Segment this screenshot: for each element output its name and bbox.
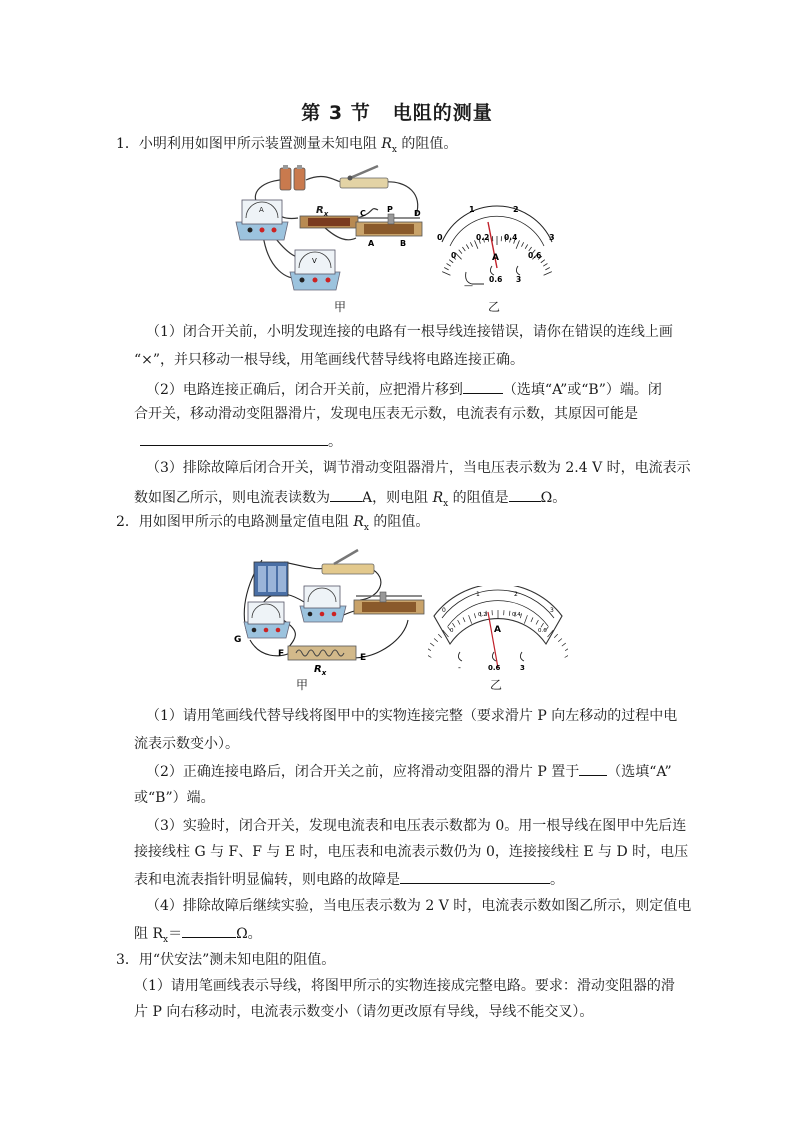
svg-text:3: 3	[516, 275, 522, 284]
ammeter-icon	[236, 200, 288, 240]
svg-text:1: 1	[476, 591, 480, 598]
q3-part1-line2: 片 P 向右移动时，电流表示数变小（请勿更改原有导线，导线不能交叉）。	[134, 1004, 594, 1020]
ammeter-icon	[244, 602, 290, 638]
q1-stem: 1．小明利用如图甲所示装置测量未知电阻 $R_x$ 的阻值。	[116, 136, 458, 155]
q1-part3-line1: （3）排除故障后闭合开关，调节滑动变阻器滑片，当电压表示数为 2.4 V 时，电流表示	[146, 460, 691, 476]
dial-tick	[449, 260, 453, 263]
blank-q2-4[interactable]	[182, 922, 236, 938]
q1-part2-line2: 合开关，移动滑动变阻器滑片，发现电压表无示数，电流表有示数，其原因可能是	[134, 406, 638, 422]
q1-part2-line1: （2）电路连接正确后，闭合开关前，应把滑片移到 （选填“A”或“B”）端。闭	[146, 378, 662, 400]
svg-text:E: E	[360, 653, 367, 663]
blank-q2-2[interactable]	[579, 760, 607, 776]
q2-stem: 2．用如图甲所示的电路测量定值电阻 $R_x$ 的阻值。	[116, 514, 430, 533]
section-number: 第 3 节	[301, 102, 371, 124]
svg-text:3: 3	[520, 664, 525, 672]
svg-text:F: F	[278, 649, 285, 659]
dial-tick	[466, 244, 469, 248]
dial-tick	[428, 653, 431, 658]
dial-tick	[428, 648, 431, 651]
svg-text:0: 0	[451, 251, 457, 260]
q2-part3-line2: 接接线柱 G 与 F、F 与 E 时，电压表和电流表示数仍为 0，连接接线柱 E 与 D 时，电压	[134, 844, 689, 860]
dial-tick	[438, 634, 441, 638]
svg-text:0: 0	[442, 607, 446, 614]
dial-tick	[565, 648, 568, 651]
blank-q1-2b[interactable]	[140, 430, 328, 446]
q1-caption-jia: 甲	[333, 300, 346, 314]
svg-text:0.2: 0.2	[476, 233, 490, 242]
q2-part4-line2: 阻 $R_x= \Omega$。	[134, 922, 262, 950]
dial-tick	[462, 247, 465, 251]
q3-part1-line1: （1）请用笔画线表示导线，将图甲所示的实物连接成完整电路。要求：滑动变阻器的滑	[134, 978, 675, 994]
svg-text:2: 2	[514, 591, 518, 598]
section-name: 电阻的测量	[392, 102, 493, 124]
svg-text:A: A	[259, 206, 264, 214]
q1-figure-jia	[228, 160, 428, 300]
dial-tick	[442, 272, 450, 276]
svg-text:D: D	[414, 209, 421, 218]
dial-tick	[545, 267, 549, 269]
voltmeter-icon	[290, 250, 340, 290]
q1-figure-yi-dial	[432, 200, 562, 296]
svg-text:0.6: 0.6	[528, 251, 542, 260]
svg-text:0.6: 0.6	[538, 628, 547, 634]
dial-tick	[558, 638, 562, 641]
resistor-rx	[288, 646, 356, 677]
dial-tick	[544, 272, 552, 276]
q1-part3-line2: 数如图乙所示，则电流表读数为 A，则电阻 $R_x$ 的阻值是 Ω。	[134, 486, 566, 514]
dial-tick	[430, 643, 434, 646]
svg-text:3: 3	[549, 233, 555, 242]
voltmeter-icon	[300, 586, 346, 622]
battery-icon	[280, 165, 305, 190]
svg-text:C: C	[360, 209, 366, 218]
dial-tick	[470, 242, 472, 246]
svg-text:1: 1	[469, 205, 475, 214]
dial-tick	[444, 267, 448, 269]
svg-text:—: —	[464, 281, 473, 291]
q2-part3-line3: 表和电流表指针明显偏转，则电路的故障是 。	[134, 868, 564, 890]
dial-tick	[434, 638, 438, 641]
svg-text:0.4: 0.4	[504, 233, 518, 242]
page-title	[0, 98, 794, 125]
svg-text:B: B	[400, 239, 407, 248]
svg-text:G: G	[234, 635, 242, 645]
q2-caption-jia: 甲	[295, 678, 308, 692]
q1-part2-line3: 。	[140, 430, 342, 452]
dial-tick	[459, 250, 462, 254]
blank-q1-3b[interactable]	[509, 486, 541, 502]
q2-dial-terminals	[450, 650, 550, 676]
switch-icon	[340, 166, 388, 188]
q2-part2-line1: （2）正确连接电路后，闭合开关之前，应将滑动变阻器的滑片 P 置于 （选填“A”	[146, 760, 672, 782]
q3-stem: 3．用“伏安法”测未知电阻的阻值。	[116, 952, 336, 968]
svg-text:0.2: 0.2	[478, 612, 487, 618]
q1-part1-line1: （1）闭合开关前，小明发现连接的电路有一根导线连接错误，请你在错误的连线上画	[146, 324, 673, 340]
svg-text:0: 0	[450, 628, 454, 634]
svg-text:A: A	[492, 253, 499, 263]
svg-text:2: 2	[513, 205, 519, 214]
q2-caption-yi: 乙	[489, 678, 502, 692]
q2-part2-line2: 或“B”）端。	[134, 790, 215, 806]
blank-q1-2a[interactable]	[463, 378, 503, 394]
q2-part4-line1: （4）排除故障后继续实验，当电压表示数为 2 V 时，电流表示数如图乙所示，则定值电	[146, 898, 692, 914]
svg-text:0.4: 0.4	[512, 612, 521, 618]
switch-icon	[322, 550, 374, 574]
blank-q1-3a[interactable]	[330, 486, 362, 502]
svg-text:V: V	[312, 257, 317, 265]
dial-tick	[447, 263, 451, 266]
dial-tick	[525, 244, 528, 248]
q2-part3-line1: （3）实验时，闭合开关，发现电流表和电压表示数都为 0。用一根导线在图甲中先后连	[146, 818, 687, 834]
q1-part1-line2: “×”，并只移动一根导线，用笔画线代替导线将电路连接正确。	[134, 352, 525, 368]
dial-tick	[562, 643, 566, 646]
rheostat-icon	[354, 592, 424, 614]
blank-q2-3[interactable]	[400, 868, 550, 884]
q2-part1-line1: （1）请用笔画线代替导线将图甲中的实物连接完整（要求滑片 P 向左移动的过程中电	[146, 708, 678, 724]
svg-text:0.6: 0.6	[489, 275, 503, 284]
svg-text:Rx: $R_x$	[314, 664, 327, 677]
svg-text:0: 0	[437, 233, 443, 242]
dial-tick	[541, 260, 545, 263]
rheostat-icon	[356, 205, 422, 248]
dial-tick	[554, 634, 557, 638]
dial-tick	[543, 263, 547, 266]
q2-figure-jia	[230, 548, 428, 678]
svg-text:A: A	[368, 239, 375, 248]
svg-text:0.6: 0.6	[488, 664, 501, 672]
dial-tick	[565, 653, 568, 658]
svg-text:-: -	[458, 663, 461, 672]
svg-text:A: A	[494, 625, 501, 635]
battery-box-icon	[254, 562, 288, 596]
svg-text:3: 3	[550, 607, 554, 614]
q2-part1-line2: 流表示数变小）。	[134, 736, 239, 752]
svg-text:P: P	[387, 205, 393, 214]
resistor-rx	[300, 205, 358, 228]
svg-text:Rx: $R_x$	[316, 205, 329, 218]
dial-tick	[521, 242, 523, 246]
dial-tick	[455, 253, 461, 259]
q1-caption-yi: 乙	[487, 300, 500, 314]
